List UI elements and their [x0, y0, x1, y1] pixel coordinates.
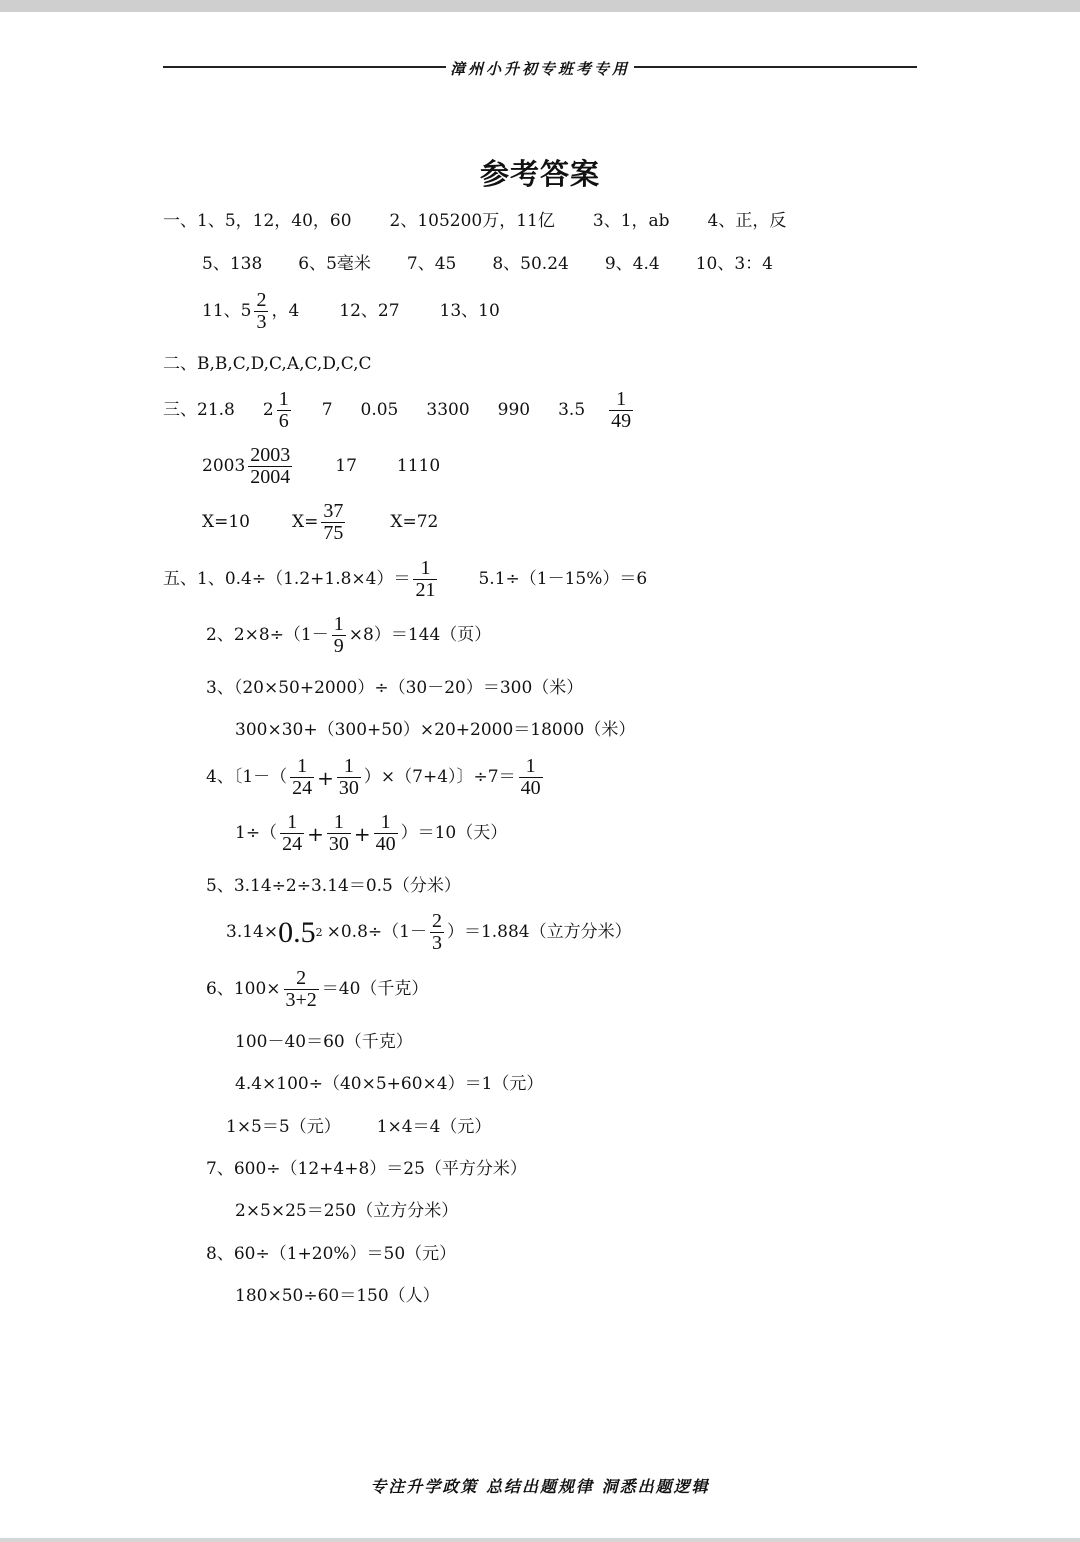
fraction [290, 756, 314, 799]
answer-line-10 [206, 680, 583, 697]
denominator: 3+2 [285, 989, 317, 1011]
denominator: 6 [278, 410, 289, 432]
answer-seg: 300×30+（300+50）×20+2000＝18000（米） [235, 720, 636, 740]
answer-seg: 2、2×8÷（1－ [206, 625, 329, 645]
answer-line-12 [206, 756, 546, 799]
fraction [430, 911, 444, 954]
answer-seg: 11、5 [202, 301, 252, 321]
answer-seg: 6、5毫米 [298, 254, 371, 274]
answer-seg: 3.14× [226, 922, 279, 942]
big-number: 0.5 [278, 915, 316, 949]
answer-seg: 13、10 [439, 301, 500, 321]
answer-seg: 3、（20×50+2000）÷（30－20）＝300（米） [206, 678, 584, 698]
denominator: 75 [323, 522, 344, 544]
answer-seg: 4、〔1－（ [206, 767, 288, 787]
numerator: 1 [333, 811, 344, 833]
plus-sign: + [317, 765, 334, 790]
answer-line-15 [226, 911, 632, 954]
denominator: 21 [415, 579, 436, 601]
numerator: 1 [333, 613, 344, 635]
answer-seg: X=10 [202, 512, 250, 532]
numerator: 2 [296, 967, 307, 989]
denominator: 30 [338, 777, 359, 799]
answer-seg: ）＝1.884（立方分米） [446, 922, 632, 942]
fraction [280, 812, 304, 855]
answer-line-14 [206, 878, 461, 895]
answer-seg: 180×50÷60＝150（人） [235, 1286, 440, 1306]
answer-seg: 17 [335, 456, 357, 476]
top-border [0, 0, 1080, 12]
answer-seg: 4.4×100÷（40×5+60×4）＝1（元） [235, 1074, 544, 1094]
answer-seg: 5.1÷（1－15%）＝6 [478, 569, 648, 589]
answer-seg: 3.5 [558, 400, 586, 420]
answer-seg: 三、21.8 [163, 400, 235, 420]
mixed-whole: 2 [262, 400, 274, 420]
answer-seg: 100－40＝60（千克） [235, 1032, 413, 1052]
denominator: 2004 [250, 466, 291, 488]
answer-seg: 0.05 [360, 400, 399, 420]
numerator: 1 [616, 388, 627, 410]
numerator: 2003 [250, 444, 291, 466]
answer-seg: 4、正，反 [707, 211, 787, 231]
numerator: 1 [380, 811, 391, 833]
answer-line-3 [202, 290, 500, 333]
fraction [254, 290, 268, 333]
denominator: 40 [375, 833, 396, 855]
denominator: 3 [256, 311, 267, 333]
answer-seg: 1110 [396, 456, 441, 476]
page-footer: 专注升学政策 总结出题规律 洞悉出题逻辑 [370, 1477, 710, 1496]
answer-seg: 10、3：4 [695, 254, 773, 274]
answer-line-19 [226, 1119, 491, 1136]
answer-seg: 3、1，ab [592, 211, 670, 231]
answer-seg: 7、45 [406, 254, 457, 274]
answer-seg: 6、100× [206, 979, 281, 999]
answer-seg: 3300 [426, 400, 470, 420]
fraction [337, 756, 361, 799]
answer-line-23 [235, 1288, 440, 1305]
header-text: 漳州小升初专班考专用 [446, 60, 634, 78]
answer-line-4 [163, 356, 372, 373]
answer-seg: X= [291, 512, 319, 532]
plus-sign: + [353, 821, 371, 846]
answer-seg: X=72 [390, 512, 439, 532]
bottom-border [0, 1538, 1080, 1542]
answer-seg: 5、138 [202, 254, 263, 274]
numerator: 1 [297, 755, 308, 777]
plus-sign: + [307, 821, 324, 846]
answer-seg: ，4 [271, 301, 300, 321]
denominator: 24 [282, 833, 303, 855]
answer-line-2 [202, 256, 773, 273]
answer-seg: 1×4＝4（元） [376, 1117, 492, 1137]
numerator: 1 [278, 388, 289, 410]
answer-seg: 五、1、0.4÷（1.2+1.8×4）＝ [163, 569, 411, 589]
denominator: 49 [611, 410, 632, 432]
fraction [277, 389, 291, 432]
answer-seg: 7、600÷（12+4+8）＝25（平方分米） [206, 1159, 527, 1179]
mixed-whole: 2003 [202, 456, 246, 476]
answer-line-20 [206, 1161, 527, 1178]
answer-seg: 1×5＝5（元） [226, 1117, 341, 1137]
fraction [413, 558, 437, 601]
answer-line-5 [163, 389, 636, 432]
fraction [248, 445, 292, 488]
denominator: 9 [333, 635, 344, 657]
fraction [519, 756, 543, 799]
answer-line-8 [163, 558, 647, 601]
answer-line-11 [235, 722, 635, 739]
fraction [374, 812, 398, 855]
numerator: 2 [431, 910, 442, 932]
answer-seg: 一、1、5，12，40，60 [163, 211, 352, 231]
answer-seg: ＝40（千克） [321, 979, 429, 999]
fraction [332, 614, 346, 657]
numerator: 1 [420, 557, 431, 579]
numerator: 1 [525, 755, 536, 777]
fraction [284, 968, 319, 1011]
denominator: 24 [292, 777, 313, 799]
answer-line-16 [206, 968, 428, 1011]
answer-line-13 [235, 812, 507, 855]
fraction [327, 812, 351, 855]
numerator: 1 [343, 755, 354, 777]
answer-line-9 [206, 614, 491, 657]
answer-line-6 [202, 445, 440, 488]
answer-seg: 990 [497, 400, 531, 420]
answer-seg: 5、3.14÷2÷3.14＝0.5（分米） [206, 876, 461, 896]
answer-seg: 9、4.4 [604, 254, 660, 274]
page-title: 参考答案 [479, 157, 600, 191]
numerator: 1 [287, 811, 298, 833]
numerator: 2 [256, 289, 267, 311]
answer-seg: 2×5×25＝250（立方分米） [235, 1201, 459, 1221]
answer-seg: ）＝10（天） [400, 823, 508, 843]
denominator: 30 [328, 833, 349, 855]
answer-seg: 8、50.24 [492, 254, 569, 274]
numerator: 37 [323, 500, 344, 522]
answer-line-1 [163, 213, 786, 230]
answer-line-7 [202, 501, 438, 544]
answer-seg: ×0.8÷（1－ [326, 922, 427, 942]
answer-seg: ）×（7+4）〕÷7＝ [363, 767, 516, 787]
answer-line-17 [235, 1034, 413, 1051]
answer-seg: 12、27 [339, 301, 400, 321]
exponent: 2 [315, 926, 323, 939]
answer-line-21 [235, 1203, 458, 1220]
answer-seg: 7 [321, 400, 333, 420]
answer-seg: 1÷（ [235, 823, 278, 843]
answer-line-22 [206, 1246, 456, 1263]
answer-seg: ×8）＝144（页） [348, 625, 492, 645]
fraction [321, 501, 345, 544]
denominator: 40 [520, 777, 541, 799]
answer-line-18 [235, 1076, 543, 1093]
denominator: 3 [431, 932, 442, 954]
answer-seg: 8、60÷（1+20%）＝50（元） [206, 1244, 457, 1264]
answer-seg: 二、B,B,C,D,C,A,C,D,C,C [163, 354, 372, 374]
page-header [0, 58, 1080, 79]
answer-seg: 2、105200万，11亿 [389, 211, 555, 231]
fraction [609, 389, 633, 432]
